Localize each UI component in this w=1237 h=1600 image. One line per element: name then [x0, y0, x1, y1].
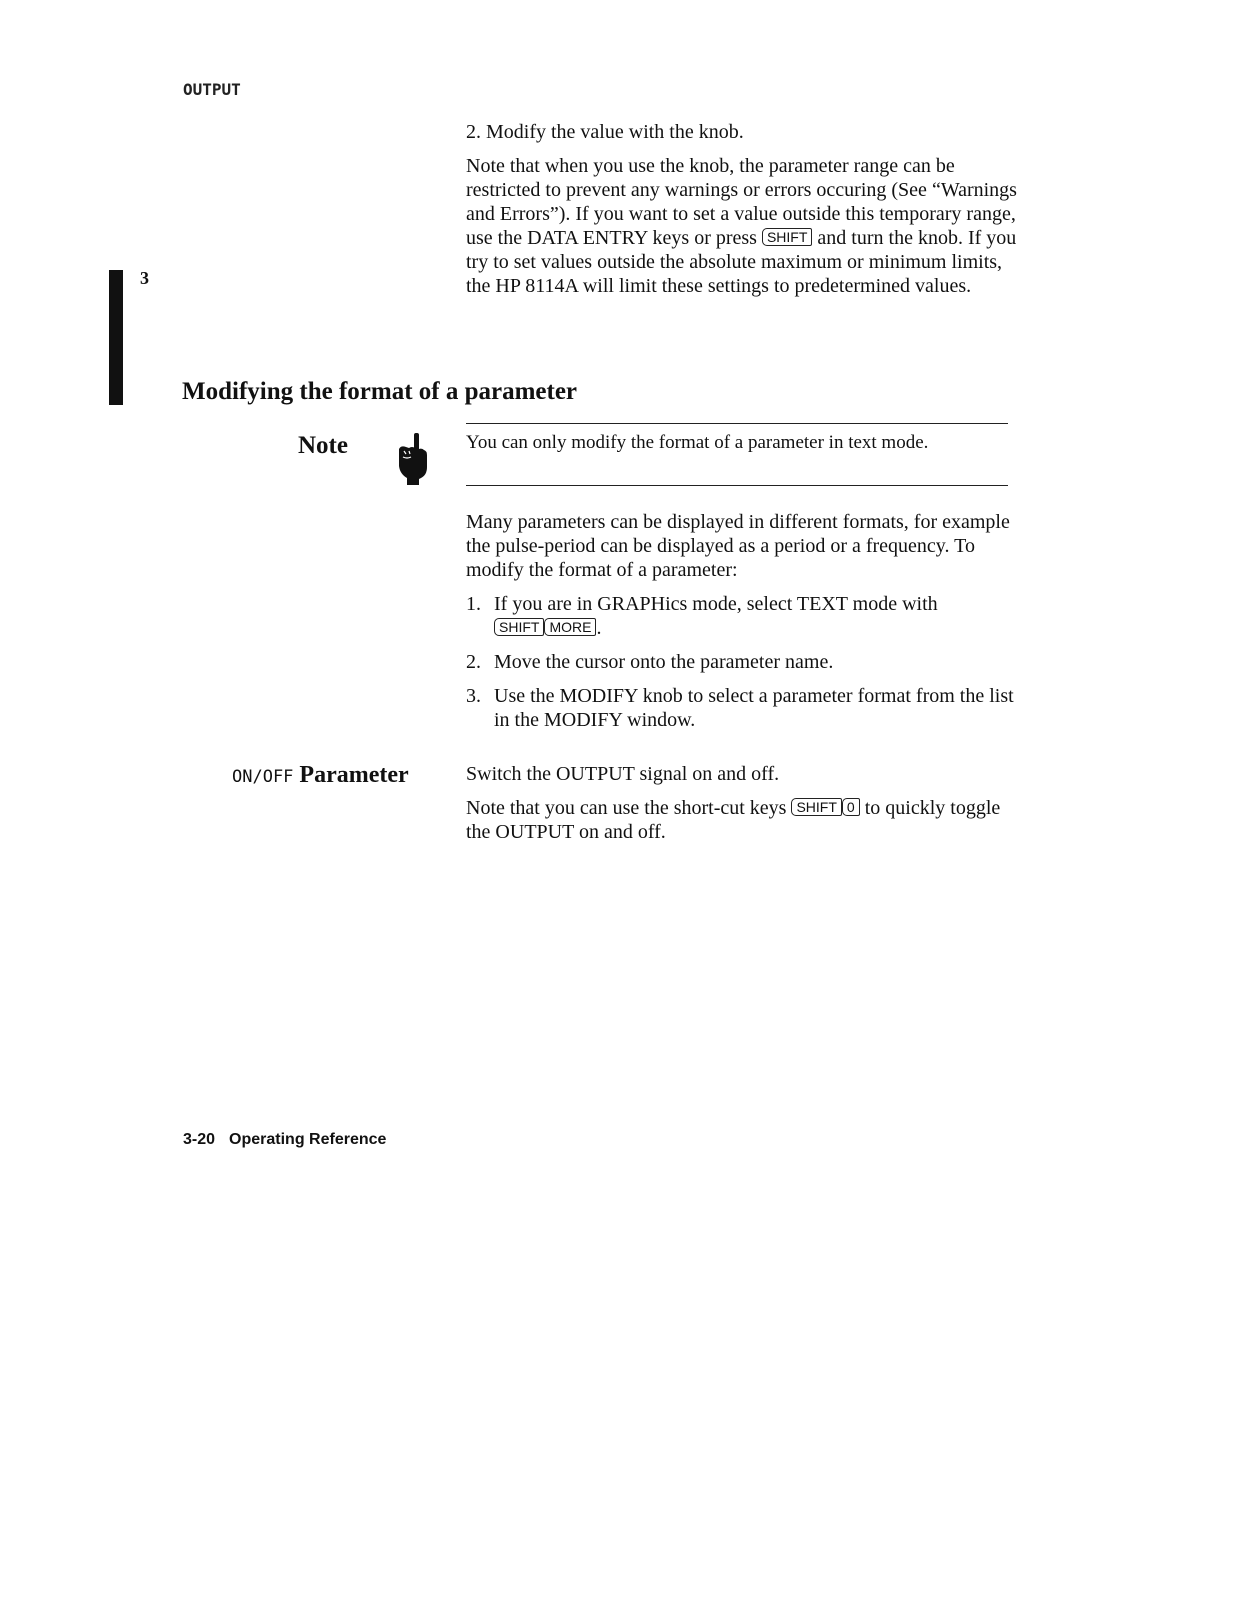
chapter-number: 3: [140, 268, 149, 288]
zero-key: 0: [842, 798, 860, 816]
onoff-parameter-label: [232, 762, 409, 789]
note-text: You can only modify the format of a parameter in text mode.: [466, 432, 929, 453]
pointing-hand-icon: [394, 431, 430, 487]
page-number: 3-20: [183, 1131, 216, 1148]
format-instructions: [466, 510, 1026, 732]
list-item: [466, 592, 1026, 640]
step-number: 1.: [466, 593, 481, 615]
page-footer: [183, 1131, 386, 1149]
knob-note-text-a: Note that when you use the knob, the parameter range can be restricted to prevent any warnings or errors occuring (See “Warnings and Errors”). If you want to set a value outside this temporary range, use the DATA ENTRY keys or press: [466, 155, 1017, 249]
chapter-tab-bar: [109, 270, 123, 405]
onoff-note-text-b: to quickly toggle the OUTPUT on and off.: [466, 797, 1001, 843]
step-text: If you are in GRAPHics mode, select TEXT mode with: [494, 593, 938, 615]
shift-more-keys: [494, 617, 596, 639]
list-item: [466, 650, 1026, 674]
parameter-word: Parameter: [299, 762, 409, 788]
onoff-note-text-a: Note that you can use the short-cut keys: [466, 797, 792, 819]
shift-key: SHIFT: [791, 798, 841, 816]
step-text: Move the cursor onto the parameter name.: [494, 651, 834, 673]
list-item: [466, 684, 1026, 732]
note-label: Note: [298, 432, 348, 459]
note-rule-top: [466, 423, 1008, 424]
section-heading: Modifying the format of a parameter: [182, 378, 578, 405]
step-number: 3.: [466, 685, 481, 707]
step-2-text: 2. Modify the value with the knob.: [466, 121, 744, 143]
more-key: MORE: [544, 618, 596, 636]
shift-zero-keys: [791, 797, 859, 819]
onoff-description: [466, 762, 1026, 844]
note-rule-bottom: [466, 485, 1008, 486]
step-number: 2.: [466, 651, 481, 673]
onoff-line1: Switch the OUTPUT signal on and off.: [466, 763, 780, 785]
shift-key: SHIFT: [494, 618, 544, 636]
footer-section: Operating Reference: [229, 1131, 387, 1148]
knob-instructions: [466, 120, 1026, 298]
knob-note-text-b: and turn the knob. If you try to set values outside the absolute maximum or minimum limits, the HP 8114A will limit these settings to predetermined values.: [466, 227, 1017, 297]
knob-note-paragraph: [466, 154, 1026, 298]
onoff-mono-label: ON/OFF: [232, 767, 294, 787]
onoff-note: [466, 796, 1026, 844]
step-text: Use the MODIFY knob to select a parameter format from the list in the MODIFY window.: [494, 685, 1014, 731]
format-intro: Many parameters can be displayed in different formats, for example the pulse-period can be displayed as a period or a frequency. To modify the format of a parameter:: [466, 511, 1010, 581]
step-tail: .: [596, 617, 602, 639]
format-steps-list: [466, 592, 1026, 732]
shift-key: SHIFT: [762, 228, 812, 246]
running-head: OUTPUT: [183, 80, 241, 99]
